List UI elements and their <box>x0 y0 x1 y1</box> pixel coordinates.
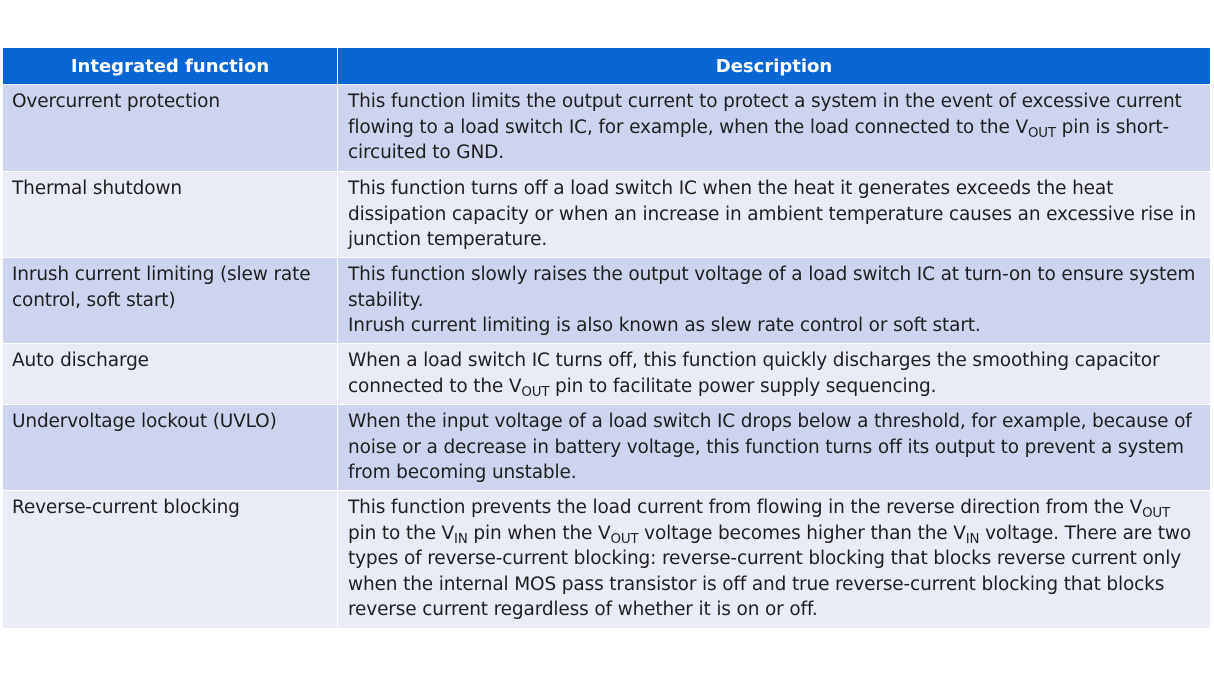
description-text: pin when the V <box>467 522 611 544</box>
subscript: IN <box>454 531 468 547</box>
table-row <box>3 344 1211 405</box>
description-text: This function limits the output current to protect a system in the event of excessive current flowing to a load switch IC, for example, when the load connected to the V <box>348 91 1182 138</box>
function-description <box>338 172 1211 258</box>
function-name: Reverse-current blocking <box>3 491 338 629</box>
description-text: pin is short-circuited to GND. <box>348 116 1170 163</box>
function-description <box>338 344 1211 405</box>
subscript: OUT <box>610 531 639 547</box>
table-row <box>3 258 1211 344</box>
subscript: IN <box>965 531 980 547</box>
description-text: This function prevents the load current from flowing in the reverse direction from the V <box>348 497 1143 518</box>
description-text: pin to the V <box>348 522 455 544</box>
function-description <box>338 85 1211 172</box>
table-row <box>3 491 1211 629</box>
table-header-row <box>3 48 1211 85</box>
function-name: Thermal shutdown <box>3 172 338 258</box>
function-description <box>338 405 1211 491</box>
header-description: Description <box>338 48 1211 85</box>
function-name: Undervoltage lockout (UVLO) <box>3 405 338 491</box>
subscript: OUT <box>1142 505 1170 521</box>
description-text: voltage. There are two types of reverse-current blocking: reverse-current blocking that blocks reverse current only when the internal MOS pass transistor is off and true reverse-current blocking that blocks reverse current regardless of whether it is on or off. <box>348 522 1192 620</box>
description-line: Inrush current limiting is also known as slew rate control or soft start. <box>348 315 981 336</box>
header-integrated-function: Integrated function <box>3 48 338 85</box>
table-row <box>3 85 1211 172</box>
table-row <box>3 405 1211 491</box>
function-description <box>338 258 1211 344</box>
function-name: Auto discharge <box>3 344 338 405</box>
description-text: This function turns off a load switch IC when the heat it generates exceeds the heat dissipation capacity or when an increase in ambient temperature causes an excessive rise in junction temperature. <box>348 178 1196 250</box>
function-description <box>338 491 1211 629</box>
table-row <box>3 172 1211 258</box>
function-name: Overcurrent protection <box>3 85 338 172</box>
function-name: Inrush current limiting (slew rate control, soft start) <box>3 258 338 344</box>
description-text: When the input voltage of a load switch IC drops below a threshold, for example, because of noise or a decrease in battery voltage, this function turns off its output to prevent a system from becoming unstable. <box>348 411 1192 483</box>
subscript: OUT <box>521 384 550 400</box>
description-text: pin to facilitate power supply sequencing. <box>549 375 937 397</box>
subscript: OUT <box>1027 125 1056 141</box>
integrated-functions-table <box>2 47 1211 629</box>
description-text: When a load switch IC turns off, this function quickly discharges the smoothing capacitor connected to the V <box>348 350 1160 397</box>
description-line: This function slowly raises the output voltage of a load switch IC at turn-on to ensure system stability. <box>348 264 1196 311</box>
description-text: voltage becomes higher than the V <box>638 522 966 544</box>
